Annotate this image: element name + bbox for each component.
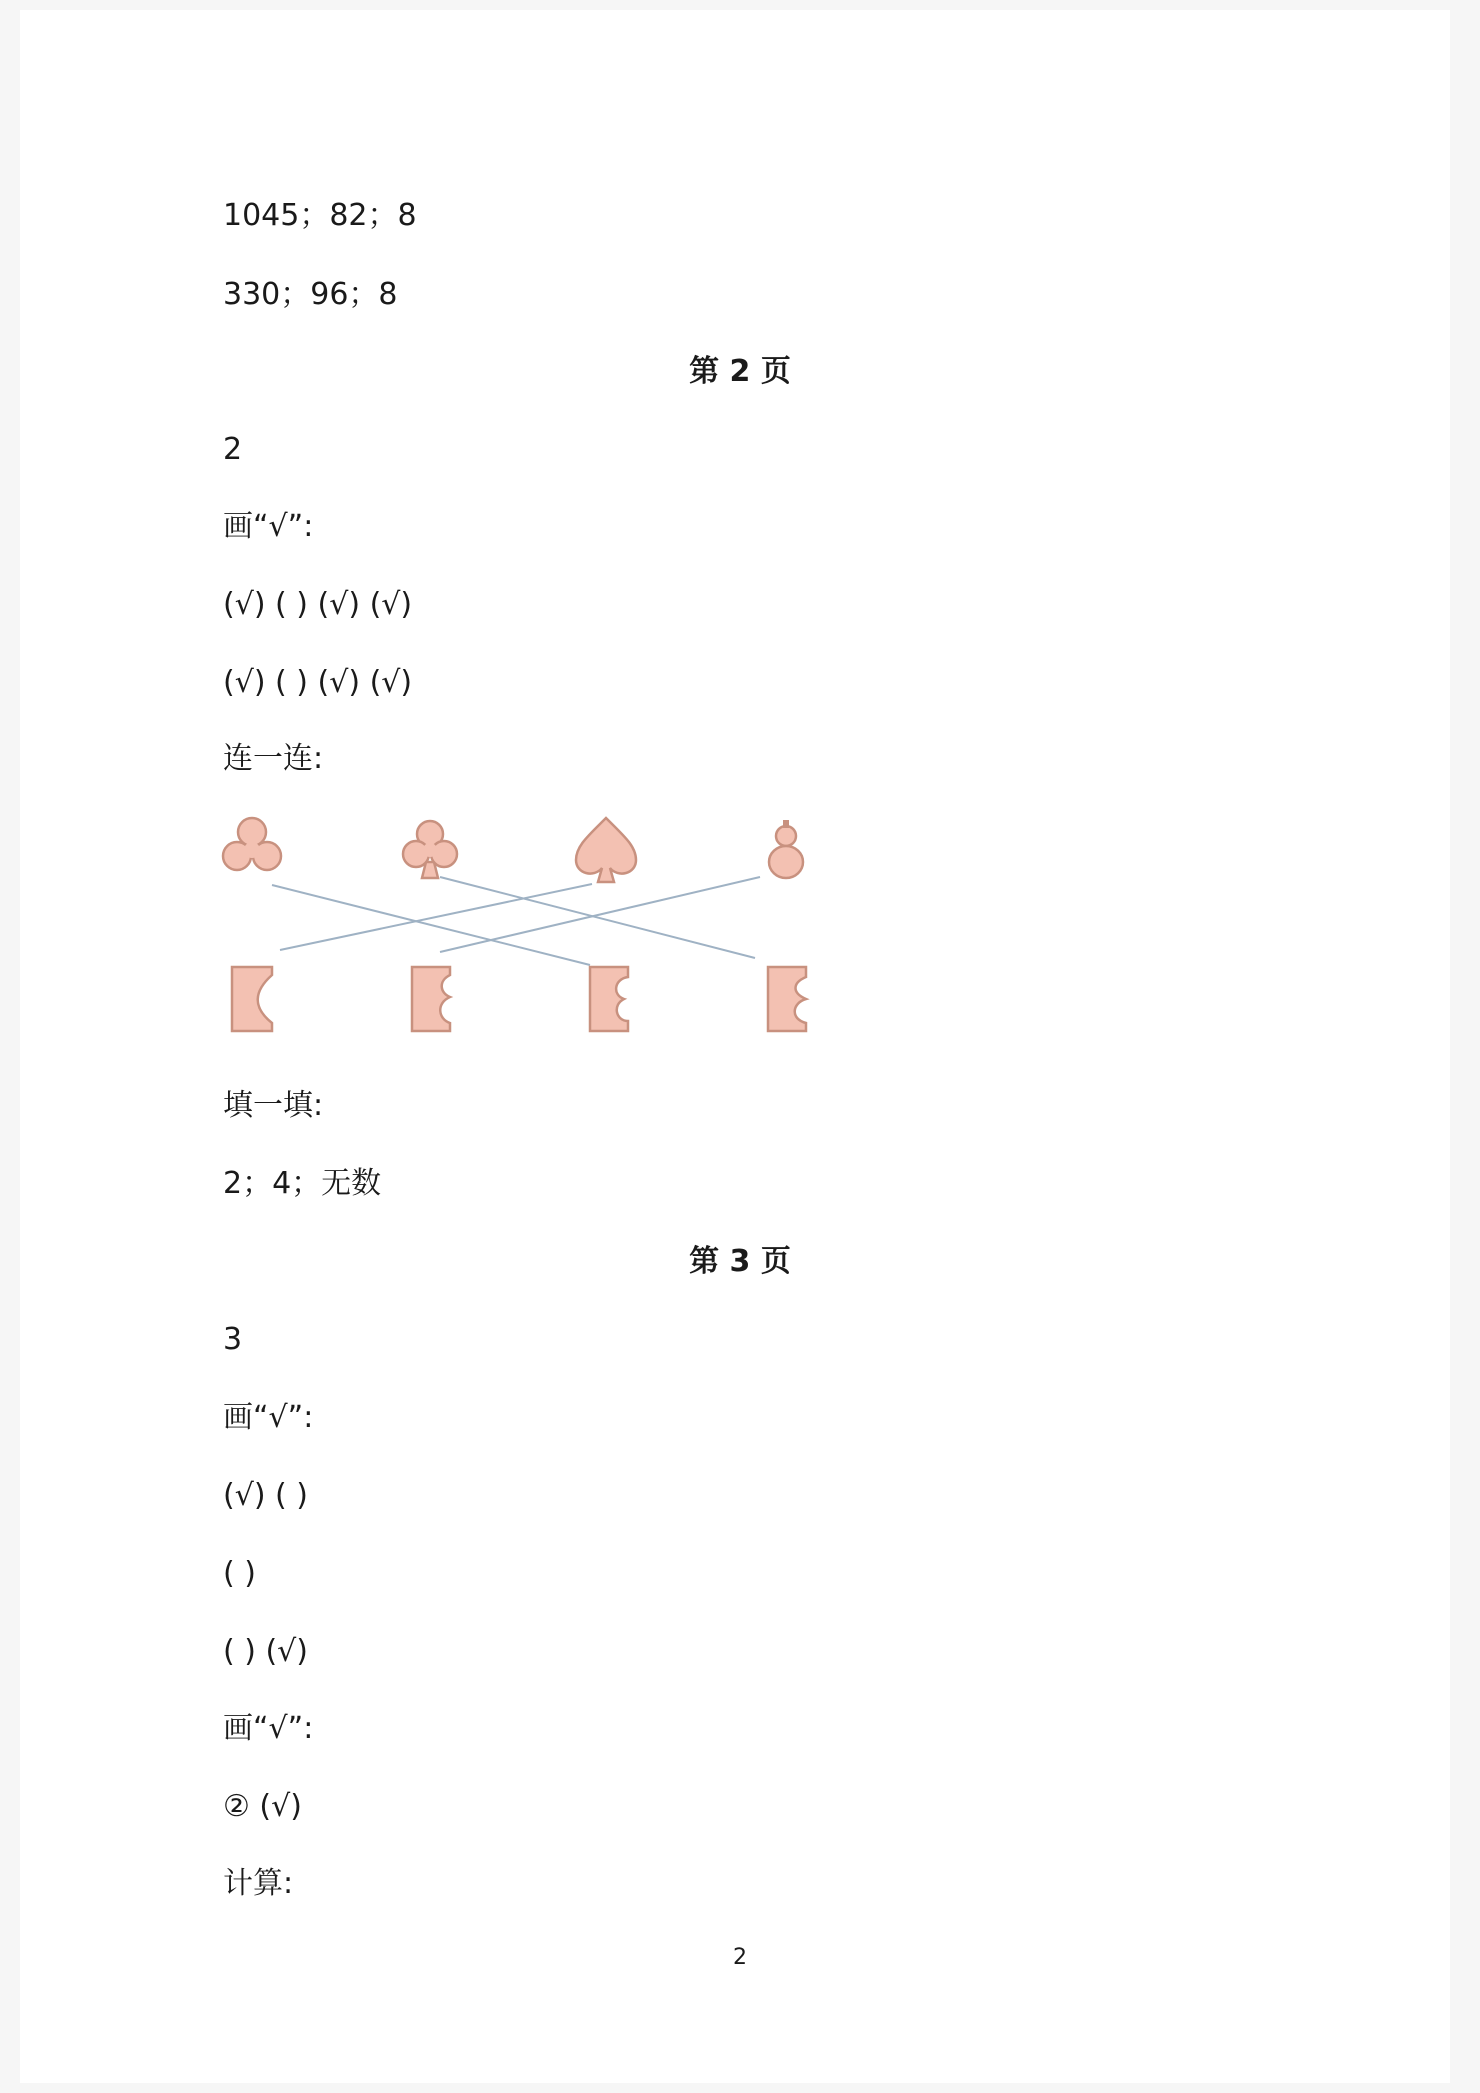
half-gourd-icon bbox=[412, 967, 450, 1031]
section-heading-page-3: 第 3 页 bbox=[689, 1244, 791, 1279]
connect-label: 连一连: bbox=[223, 741, 324, 776]
answer-line: ② (√) bbox=[223, 1789, 302, 1824]
gourd-icon bbox=[769, 820, 803, 878]
connector-line bbox=[440, 877, 760, 952]
answer-line: 330；96；8 bbox=[223, 277, 398, 312]
check-row: (√) ( ) bbox=[223, 1478, 309, 1513]
spade-icon bbox=[576, 818, 636, 882]
answer-line: 1045；82；8 bbox=[223, 198, 417, 233]
club-icon bbox=[403, 821, 457, 878]
draw-check-label: 画“√”: bbox=[223, 1400, 314, 1435]
page-number: 2 bbox=[733, 1945, 747, 1970]
calc-label: 计算: bbox=[223, 1866, 294, 1901]
exercise-number: 3 bbox=[223, 1322, 243, 1357]
fill-label: 填一填: bbox=[223, 1088, 324, 1123]
check-row: (√) ( ) (√) (√) bbox=[223, 587, 413, 622]
draw-check-label: 画“√”: bbox=[223, 1711, 314, 1746]
check-row: (√) ( ) (√) (√) bbox=[223, 665, 413, 700]
connector-line bbox=[280, 884, 592, 950]
half-club-icon bbox=[590, 967, 628, 1031]
draw-check-label: 画“√”: bbox=[223, 509, 314, 544]
section-heading-page-2: 第 2 页 bbox=[689, 354, 791, 389]
exercise-number: 2 bbox=[223, 432, 243, 467]
check-row: ( ) (√) bbox=[223, 1634, 309, 1669]
half-trefoil-icon bbox=[232, 967, 272, 1031]
trefoil-icon bbox=[223, 818, 281, 870]
fill-answer: 2；4；无数 bbox=[223, 1166, 382, 1201]
connector-line bbox=[272, 885, 590, 965]
half-spade-icon bbox=[768, 967, 806, 1031]
check-row: ( ) bbox=[223, 1556, 256, 1591]
